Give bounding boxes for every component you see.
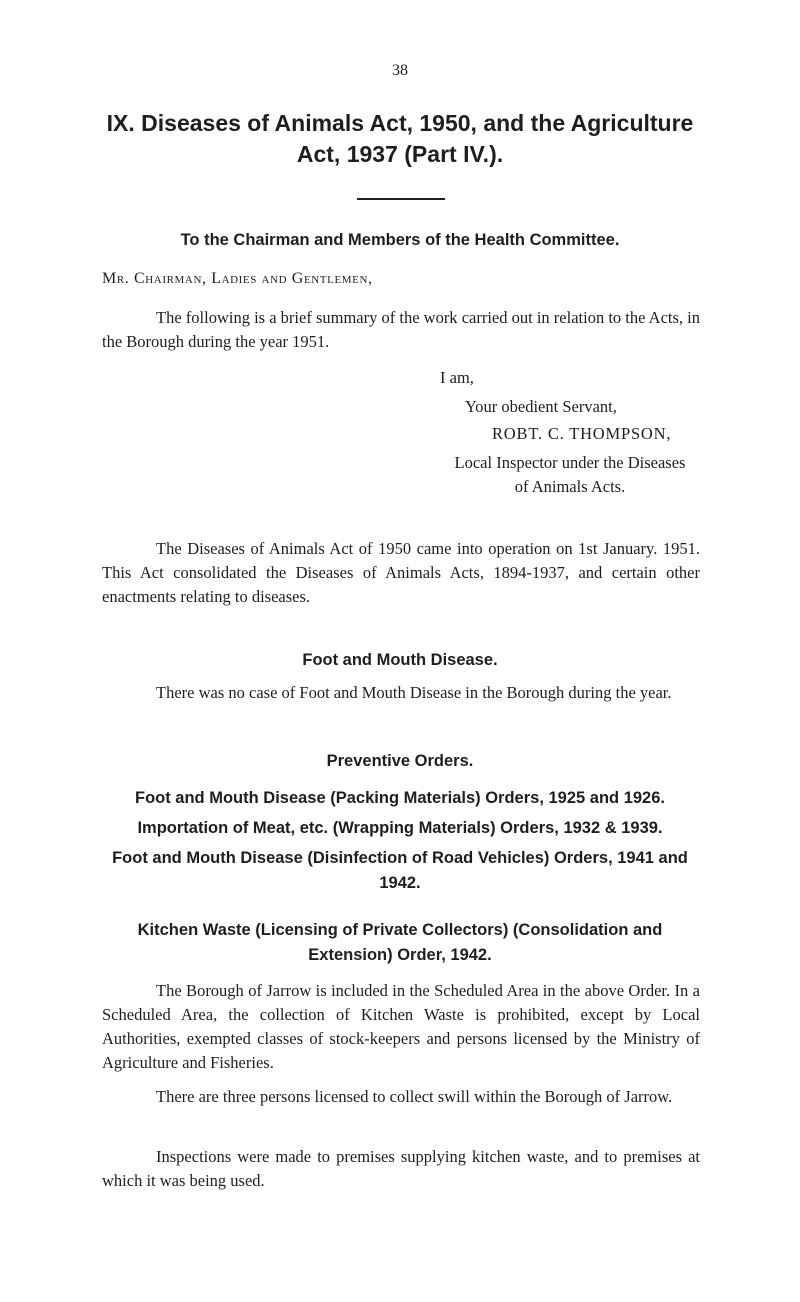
signature-position-1: Local Inspector under the Diseases xyxy=(454,453,686,472)
kitchen-waste-paragraph-2: There are three persons licensed to collect swill within the Borough of Jarrow. xyxy=(156,1087,673,1106)
preventive-order-1: Foot and Mouth Disease (Packing Materials) Orders, 1925 and 1926. xyxy=(134,789,665,807)
kitchen-waste-paragraph-1: The Borough of Jarrow is included in the Scheduled Area in the above Order. In a Scheduled Area, the collection of Kitchen Waste is prohibited, except by Local Authorities, exempted classes of stock-keepers and persons licensed by the Ministry of Agriculture and Fisheries. xyxy=(102,981,700,1072)
signature-servant: Your obedient Servant, xyxy=(465,397,617,416)
section-title: IX. Diseases of Animals Act, 1950, and the Agriculture Act, 1937 (Part IV.). xyxy=(106,110,694,167)
act-paragraph: The Diseases of Animals Act of 1950 came into operation on 1st January. 1951. This Act consolidated the Diseases of Animals Acts, 1894-1937, and certain other enactments relating to diseases. xyxy=(102,539,700,606)
preventive-order-2: Importation of Meat, etc. (Wrapping Materials) Orders, 1932 & 1939. xyxy=(137,819,663,837)
salutation: Mr. Chairman, Ladies and Gentlemen, xyxy=(102,270,373,287)
page-number: 38 xyxy=(392,62,408,79)
title-divider xyxy=(357,198,445,200)
preventive-heading: Preventive Orders. xyxy=(326,752,474,770)
signature-name: ROBT. C. THOMPSON, xyxy=(492,424,672,443)
foot-mouth-heading: Foot and Mouth Disease. xyxy=(302,651,498,669)
intro-paragraph: The following is a brief summary of the work carried out in relation to the Acts, in the Borough during the year 1951. xyxy=(102,308,700,351)
address-heading: To the Chairman and Members of the Health Committee. xyxy=(180,231,620,249)
signature-closing: I am, xyxy=(440,368,474,387)
foot-mouth-text: There was no case of Foot and Mouth Disease in the Borough during the year. xyxy=(156,683,672,702)
signature-position-2: of Animals Acts. xyxy=(514,477,626,496)
kitchen-waste-paragraph-3: Inspections were made to premises supplying kitchen waste, and to premises at which it was being used. xyxy=(102,1147,700,1190)
kitchen-waste-heading: Kitchen Waste (Licensing of Private Collectors) (Consolidation and Extension) Order, 1942. xyxy=(137,921,663,964)
preventive-order-3: Foot and Mouth Disease (Disinfection of Road Vehicles) Orders, 1941 and 1942. xyxy=(112,849,688,892)
